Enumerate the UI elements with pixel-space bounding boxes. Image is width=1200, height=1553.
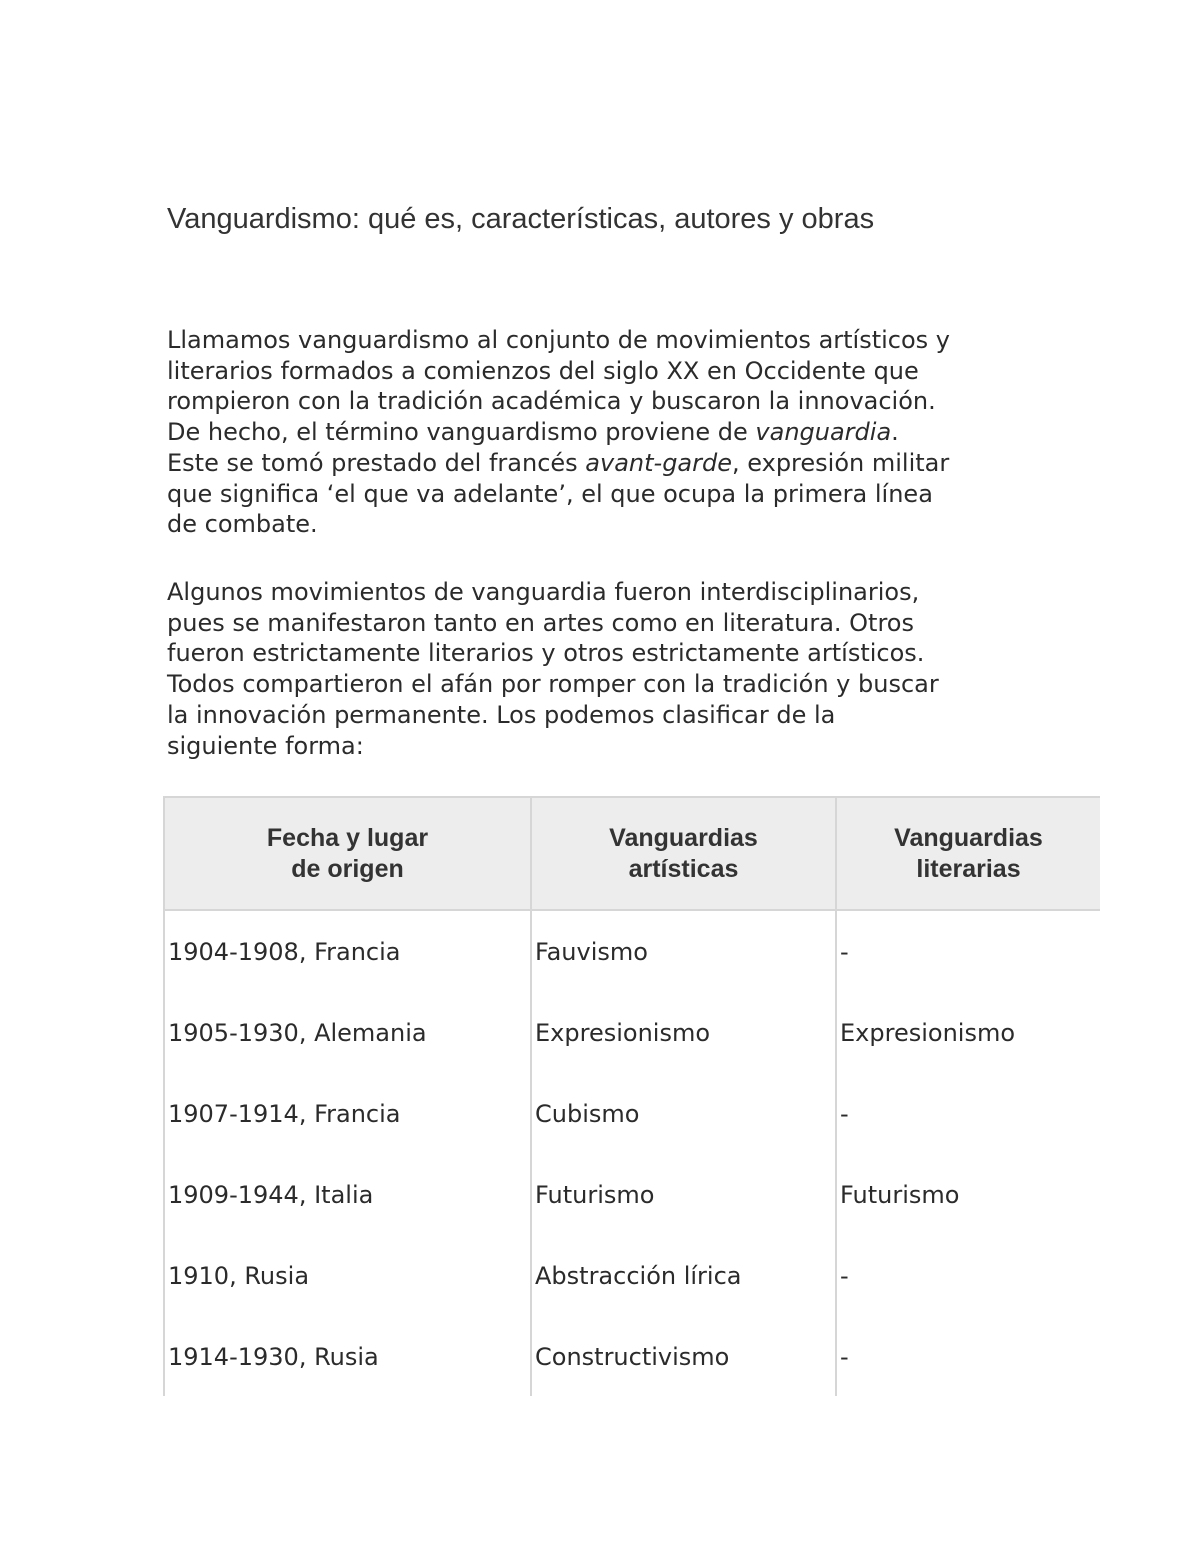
- header-text: Vanguardias: [894, 823, 1043, 852]
- document-title: Vanguardismo: qué es, características, autores y obras: [167, 203, 875, 235]
- paragraph-line: pues se manifestaron tanto en artes como en literatura. Otros: [167, 608, 914, 637]
- header-text: literarias: [916, 854, 1021, 883]
- cell-artistic: Futurismo: [531, 1154, 836, 1235]
- paragraph-line: Llamamos vanguardismo al conjunto de movimientos artísticos y: [167, 326, 951, 354]
- cell-literary: -: [836, 1073, 1100, 1154]
- header-text: Fecha y lugar: [266, 823, 429, 852]
- cell-artistic: Fauvismo: [531, 910, 836, 992]
- paragraph-text: Este se tomó prestado del francés: [167, 448, 586, 477]
- header-text: artísticas: [628, 854, 739, 883]
- table-row: [164, 1235, 1100, 1316]
- intro-paragraph: [167, 325, 1047, 540]
- paragraph-line: Todos compartieron el afán por romper con la tradición y buscar: [167, 670, 939, 699]
- paragraph-line: de combate.: [167, 510, 318, 539]
- paragraph-line: siguiente forma:: [167, 731, 364, 760]
- table-row: [164, 1154, 1100, 1235]
- table-row: [164, 1316, 1100, 1396]
- table-row: [164, 1073, 1100, 1154]
- header-text: de origen: [291, 854, 404, 883]
- paragraph-line: rompieron con la tradición académica y buscaron la innovación.: [167, 387, 936, 416]
- cell-literary: Futurismo: [836, 1154, 1100, 1235]
- paragraph-text: .: [891, 418, 899, 447]
- header-date-place: [164, 797, 531, 910]
- header-text: Vanguardias: [609, 823, 758, 852]
- cell-date-place: 1910, Rusia: [164, 1235, 531, 1316]
- paragraph-line: que significa ‘el que va adelante’, el que ocupa la primera línea: [167, 479, 933, 508]
- paragraph-text: De hecho, el término vanguardismo proviene de: [167, 418, 756, 447]
- cell-literary: -: [836, 910, 1100, 992]
- paragraph-line: Algunos movimientos de vanguardia fueron interdisciplinarios,: [167, 578, 920, 606]
- paragraph-line: fueron estrictamente literarios y otros estrictamente artísticos.: [167, 639, 925, 668]
- vanguard-table: [163, 796, 1100, 1396]
- paragraph-line: la innovación permanente. Los podemos clasificar de la: [167, 700, 836, 729]
- paragraph-line: [167, 417, 1047, 448]
- cell-date-place: 1909-1944, Italia: [164, 1154, 531, 1235]
- cell-artistic: Abstracción lírica: [531, 1235, 836, 1316]
- table-row: [164, 910, 1100, 992]
- header-artistic: [531, 797, 836, 910]
- paragraph-line: [167, 448, 1047, 479]
- paragraph-text: , expresión militar: [732, 448, 950, 477]
- cell-date-place: 1905-1930, Alemania: [164, 992, 531, 1073]
- cell-literary: Expresionismo: [836, 992, 1100, 1073]
- cell-literary: -: [836, 1235, 1100, 1316]
- paragraph-line: literarios formados a comienzos del siglo XX en Occidente que: [167, 356, 919, 385]
- classification-paragraph: [167, 577, 1047, 761]
- vanguard-table-container: [163, 796, 1100, 1396]
- table-header-row: [164, 797, 1100, 910]
- cell-literary: -: [836, 1316, 1100, 1396]
- cell-date-place: 1914-1930, Rusia: [164, 1316, 531, 1396]
- cell-date-place: 1907-1914, Francia: [164, 1073, 531, 1154]
- cell-date-place: 1904-1908, Francia: [164, 910, 531, 992]
- italic-term-avant-garde: avant-garde: [585, 448, 733, 477]
- cell-artistic: Expresionismo: [531, 992, 836, 1073]
- header-literary: [836, 797, 1100, 910]
- cell-artistic: Cubismo: [531, 1073, 836, 1154]
- cell-artistic: Constructivismo: [531, 1316, 836, 1396]
- table-row: [164, 992, 1100, 1073]
- italic-term-vanguardia: vanguardia: [755, 418, 892, 447]
